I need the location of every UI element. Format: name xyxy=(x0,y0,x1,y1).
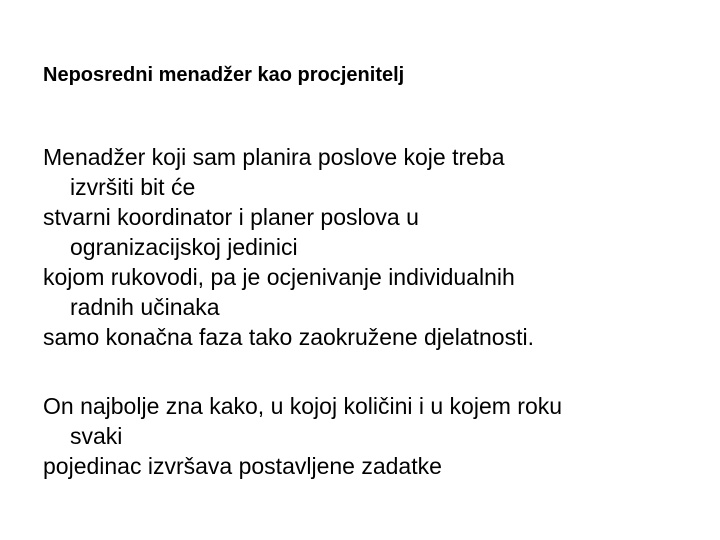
body-line: samo konačna faza tako zaokružene djelatnosti. xyxy=(43,324,534,350)
body-line: stvarni koordinator i planer poslova u xyxy=(43,204,419,230)
slide-body xyxy=(43,142,703,481)
body-line: svaki xyxy=(70,423,123,449)
body-line: ogranizacijskoj jedinici xyxy=(70,234,298,260)
paragraph-gap xyxy=(43,352,703,391)
body-line: On najbolje zna kako, u kojoj količini i u kojem roku xyxy=(43,393,563,419)
body-line: izvršiti bit će xyxy=(70,174,196,200)
body-line: radnih učinaka xyxy=(70,294,220,320)
body-line: kojom rukovodi, pa je ocjenivanje individualnih xyxy=(43,264,515,290)
body-line: Menadžer koji sam planira poslove koje treba xyxy=(43,144,505,170)
slide-title: Neposredni menadžer kao procjenitelj xyxy=(43,64,405,86)
body-line: pojedinac izvršava postavljene zadatke xyxy=(43,453,442,479)
